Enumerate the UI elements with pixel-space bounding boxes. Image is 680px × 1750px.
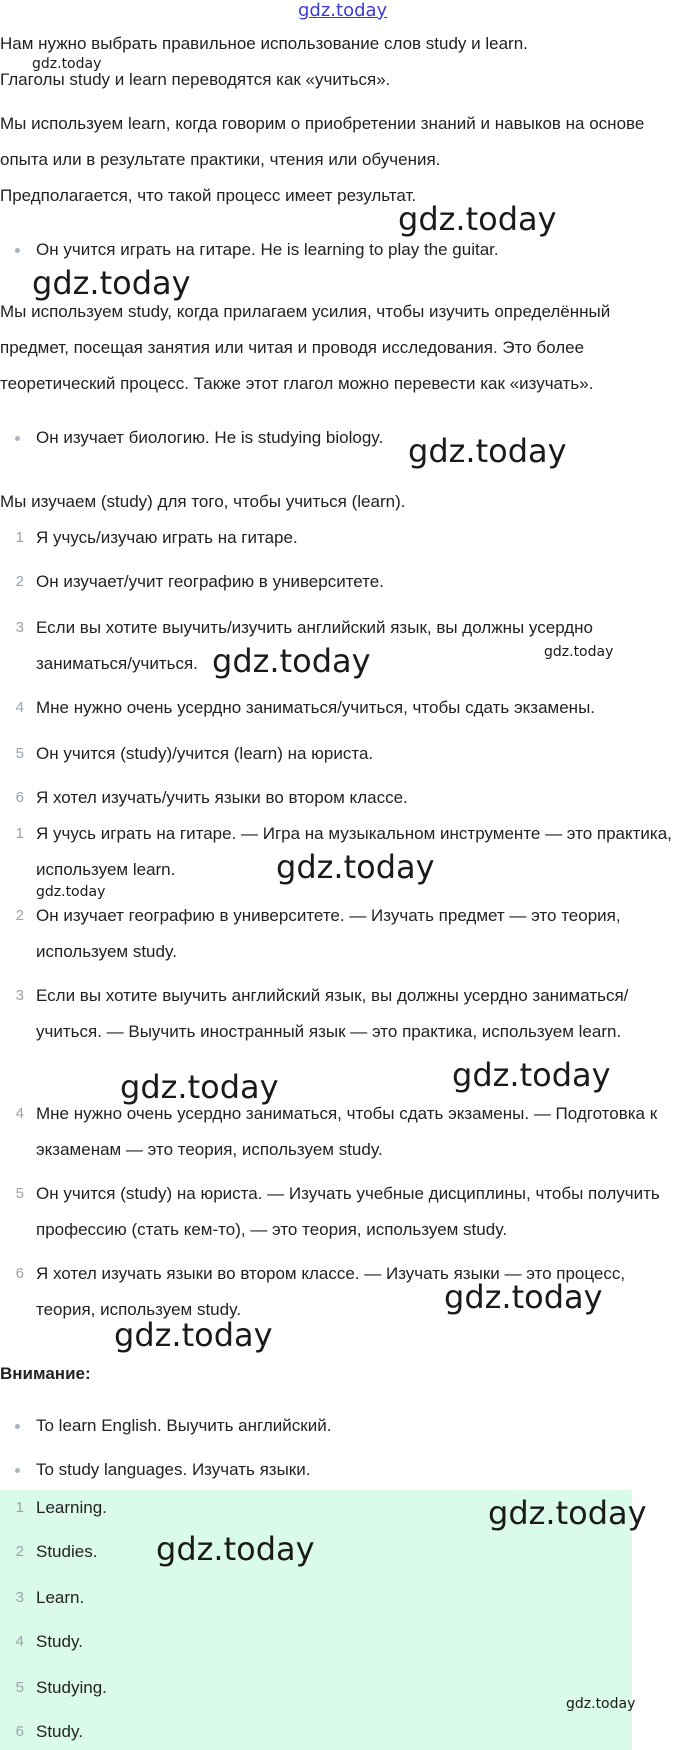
item-number: 6 (15, 789, 24, 806)
item-text: Он учится (study)/учится (learn) на юриста. (36, 744, 374, 763)
item-text: Study. (36, 1632, 83, 1651)
watermark-big: gdz.today (114, 1316, 273, 1354)
watermark-big: gdz.today (32, 264, 191, 302)
item-number: 6 (15, 1265, 24, 1282)
intro-paragraph-1: Нам нужно выбрать правильное использование слов study и learn. (0, 34, 528, 53)
bullet-dot-icon (15, 248, 20, 253)
watermark-big: gdz.today (452, 1056, 611, 1094)
intro-paragraph-3: Мы используем learn, когда говорим о приобретении знаний и навыков на основе опыта или в результате практики, чтения или обучения. (0, 114, 645, 169)
item-number: 5 (15, 1679, 24, 1696)
watermark-big: gdz.today (156, 1530, 315, 1568)
item-number: 1 (15, 825, 24, 842)
bullet-text: Он изучает биологию. He is studying biology. (36, 428, 384, 447)
watermark-big: gdz.today (120, 1068, 279, 1106)
intro-paragraph-2: Глаголы study и learn переводятся как «учиться». (0, 70, 391, 89)
watermark-big: gdz.today (444, 1278, 603, 1316)
watermark-top: gdz.today (298, 0, 388, 21)
watermark-small: gdz.today (566, 1696, 636, 1712)
item-number: 1 (15, 1499, 24, 1516)
bullet-dot-icon (15, 1468, 20, 1473)
item-number: 5 (15, 745, 24, 762)
item-number: 3 (15, 619, 24, 636)
watermark-small: gdz.today (32, 56, 102, 72)
item-text: Если вы хотите выучить/изучить английский язык, вы должны усердно заниматься/учиться. (36, 618, 594, 673)
watermark-big: gdz.today (408, 432, 567, 470)
bullet-text: To learn English. Выучить английский. (36, 1416, 332, 1435)
item-text: Мне нужно очень усердно заниматься/учиться, чтобы сдать экзамены. (36, 698, 596, 717)
item-number: 4 (15, 1633, 24, 1650)
item-number: 2 (15, 907, 24, 924)
item-number: 6 (15, 1723, 24, 1740)
item-number: 1 (15, 529, 24, 546)
watermark-small: gdz.today (36, 884, 106, 900)
intro-paragraph-4: Предполагается, что такой процесс имеет результат. (0, 186, 417, 205)
item-text: Если вы хотите выучить английский язык, вы должны усердно заниматься/учиться. — Выучить иностранный язык — это практика, используем learn. (36, 986, 629, 1041)
item-text: Я учусь играть на гитаре. — Игра на музыкальном инструменте — это практика, используем learn. (36, 824, 672, 879)
bullet-dot-icon (15, 1424, 20, 1429)
item-text: Я хотел изучать/учить языки во втором классе. (36, 788, 408, 807)
item-text: Studies. (36, 1542, 98, 1561)
item-number: 4 (15, 1105, 24, 1122)
watermark-big: gdz.today (398, 200, 557, 238)
item-number: 3 (15, 1589, 24, 1606)
bullet-text: To study languages. Изучать языки. (36, 1460, 311, 1479)
item-number: 3 (15, 987, 24, 1004)
item-text: Study. (36, 1722, 83, 1741)
answers-box (0, 1490, 632, 1750)
intro-paragraph-6: Мы изучаем (study) для того, чтобы учиться (learn). (0, 492, 406, 511)
item-text: Я учусь/изучаю играть на гитаре. (36, 528, 298, 547)
item-number: 2 (15, 1543, 24, 1560)
item-text: Studying. (36, 1678, 107, 1697)
item-text: Learn. (36, 1588, 85, 1607)
watermark-big: gdz.today (488, 1494, 647, 1532)
attention-label: Внимание: (0, 1364, 91, 1383)
item-text: Мне нужно очень усердно заниматься, чтобы сдать экзамены. — Подготовка к экзаменам — это теория, используем study. (36, 1104, 658, 1159)
intro-paragraph-5: Мы используем study, когда прилагаем усилия, чтобы изучить определённый предмет, посещая занятия или читая и проводя исследования. Это более теоретический процесс. Также этот глагол можно перевести как «изучать». (0, 302, 611, 393)
item-text: Он изучает географию в университете. — Изучать предмет — это теория, используем study. (36, 906, 621, 961)
bullet-text: Он учится играть на гитаре. He is learning to play the guitar. (36, 240, 499, 259)
watermark-big: gdz.today (276, 848, 435, 886)
item-text: Learning. (36, 1498, 107, 1517)
watermark-small: gdz.today (544, 644, 614, 660)
item-number: 4 (15, 699, 24, 716)
item-number: 2 (15, 573, 24, 590)
item-text: Он изучает/учит географию в университете. (36, 572, 384, 591)
watermark-big: gdz.today (212, 642, 371, 680)
item-number: 5 (15, 1185, 24, 1202)
item-text: Он учится (study) на юриста. — Изучать учебные дисциплины, чтобы получить профессию (стать кем-то), — это теория, используем study. (36, 1184, 660, 1239)
bullet-dot-icon (15, 436, 20, 441)
item-text: Я хотел изучать языки во втором классе. — Изучать языки — это процесс, теория, используем study. (36, 1264, 626, 1319)
